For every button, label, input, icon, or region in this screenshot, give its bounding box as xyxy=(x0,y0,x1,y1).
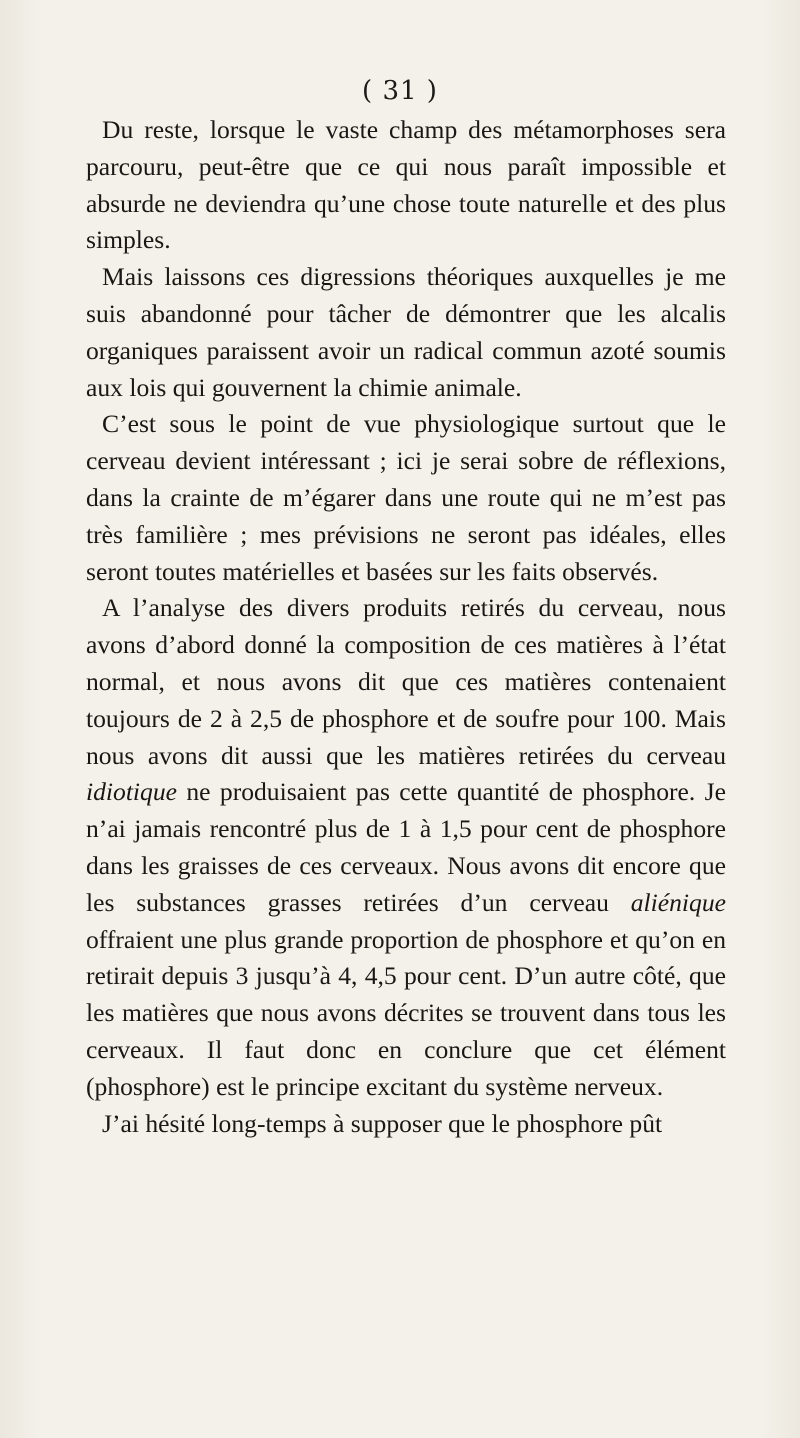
paragraph-3 xyxy=(86,406,726,590)
paragraph-3-text: C’est sous le point de vue physiologique surtout que le cerveau devient intéressant ; ici je serai sobre de réflexions, dans la crainte de m’égarer dans une route qui ne m’est pas très familière ; mes prévisions ne seront pas idéales, elles seront toutes matérielles et basées sur les faits observés. xyxy=(86,409,726,586)
paragraph-5-text: J’ai hésité long-temps à supposer que le phosphore pût xyxy=(102,1108,663,1138)
paragraph-4-text-b: ne produisaient pas cette quantité de phosphore. Je n’ai jamais rencontré plus de 1 à 1,5 pour cent de phosphore dans les graisses de ces cerveaux. Nous avons dit encore que les substances grasses retirées d’un cerveau xyxy=(86,777,726,917)
paragraph-4-text-a: A l’analyse des divers produits retirés du cerveau, nous avons d’abord donné la composition de ces matières à l’état normal, et nous avons dit que ces matières contenaient toujours de 2 à 2,5 de phosphore et de soufre pour 100. Mais nous avons dit aussi que les matières retirées du cerveau xyxy=(86,593,726,770)
paragraph-2-text: Mais laissons ces digressions théoriques auxquelles je me suis abandonné pour tâcher de démontrer que les alcalis organiques paraissent avoir un radical commun azoté soumis aux lois qui gouvernent la chimie animale. xyxy=(86,262,726,402)
paragraph-1 xyxy=(86,112,726,259)
paragraph-5 xyxy=(86,1106,726,1143)
italic-term-idiotique: idiotique xyxy=(86,777,177,807)
body-text xyxy=(86,112,726,1142)
paragraph-1-text: Du reste, lorsque le vaste champ des métamorphoses sera parcouru, peut-être que ce qui nous paraît impossible et absurde ne deviendra qu’une chose toute naturelle et des plus simples. xyxy=(86,115,726,255)
page-number: ( 31 ) xyxy=(362,76,438,106)
italic-term-alienique: aliénique xyxy=(630,887,726,917)
paragraph-2 xyxy=(86,259,726,406)
paragraph-4-text-c: offraient une plus grande proportion de phosphore et qu’on en retirait depuis 3 jusqu’à 4, 4,5 pour cent. D’un autre côté, que les matières que nous avons décrites se trouvent dans tous les cerveaux. Il faut donc en conclure que cet élément (phosphore) est le principe excitant du système nerveux. xyxy=(86,924,726,1101)
paragraph-4 xyxy=(86,590,726,1105)
